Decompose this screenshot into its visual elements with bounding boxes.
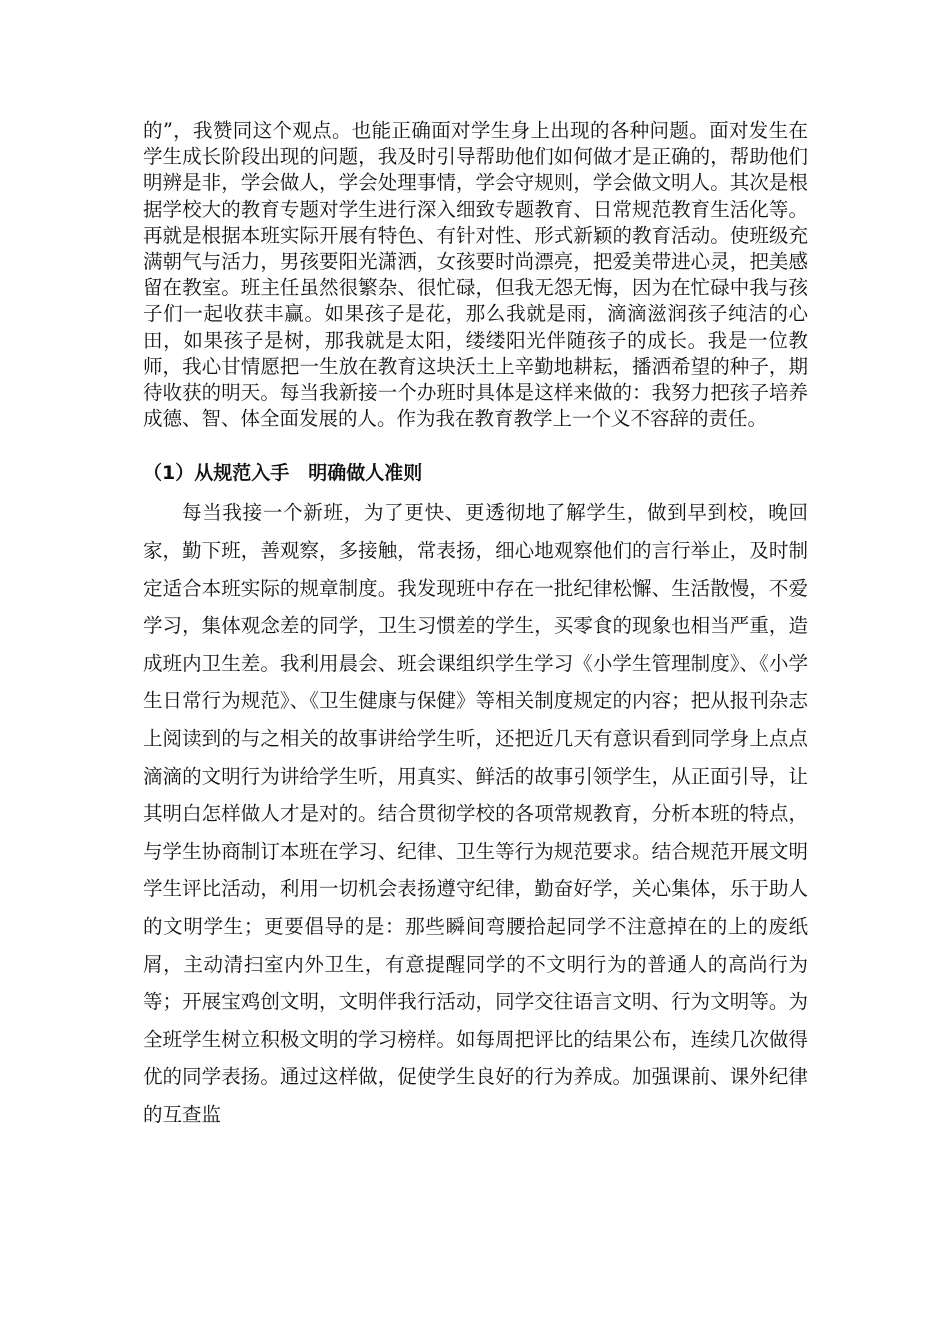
section-paragraph: 每当我接一个新班，为了更快、更透彻地了解学生，做到早到校，晚回家，勤下班，善观察，多接触，常表扬，细心地观察他们的言行举止，及时制定适合本班实际的规章制度。我发现班中存在一批纪律松懈、生活散慢，不爱学习，集体观念差的同学，卫生习惯差的学生，买零食的现象也相当严重，造成班内卫生差。我利用晨会、班会课组织学生学习《小学生管理制度》、《小学生日常行为规范》、《卫生健康与保健》等相关制度规定的内容；把从报刊杂志上阅读到的与之相关的故事讲给学生听，还把近几天有意识看到同学身上点点滴滴的文明行为讲给学生听，用真实、鲜活的故事引领学生，从正面引导，让其明白怎样做人才是对的。结合贯彻学校的各项常规教育，分析本班的特点，与学生协商制订本班在学习、纪律、卫生等行为规范要求。结合规范开展文明学生评比活动，利用一切机会表扬遵守纪律，勤奋好学，关心集体，乐于助人的文明学生；更要倡导的是：那些瞬间弯腰拾起同学不注意掉在的上的废纸屑，主动清扫室内外卫生，有意提醒同学的不文明行为的普通人的高尚行为等；开展宝鸡创文明，文明伴我行活动，同学交往语言文明、行为文明等。为全班学生树立积极文明的学习榜样。如每周把评比的结果公布，连续几次做得优的同学表扬。通过这样做，促使学生良好的行为养成。加强课前、课外纪律的互查监 xyxy=(143,501,808,1126)
section-heading: （1）从规范入手 明确做人准则 xyxy=(143,462,423,485)
document-page xyxy=(143,118,808,1134)
intro-paragraph: 的”，我赞同这个观点。也能正确面对学生身上出现的各种问题。面对发生在学生成长阶段出现的问题，我及时引导帮助他们如何做才是正确的，帮助他们明辨是非，学会做人，学会处理事情，学会守规则，学会做文明人。其次是根据学校大的教育专题对学生进行深入细致专题教育、日常规范教育生活化等。再就是根据本班实际开展有特色、有针对性、形式新颖的教育活动。使班级充满朝气与活力，男孩要阳光潇洒，女孩要时尚漂亮，把爱美带进心灵，把美感留在教室。班主任虽然很繁杂、很忙碌，但我无怨无悔，因为在忙碌中我与孩子们一起收获丰赢。如果孩子是花，那么我就是雨，滴滴滋润孩子纯洁的心田，如果孩子是树，那我就是太阳，缕缕阳光伴随孩子的成长。我是一位教师，我心甘情愿把一生放在教育这块沃土上辛勤地耕耘，播洒希望的种子，期待收获的明天。每当我新接一个办班时具体是这样来做的：我努力把孩子培养成德、智、体全面发展的人。作为我在教育教学上一个义不容辞的责任。 xyxy=(143,119,808,431)
